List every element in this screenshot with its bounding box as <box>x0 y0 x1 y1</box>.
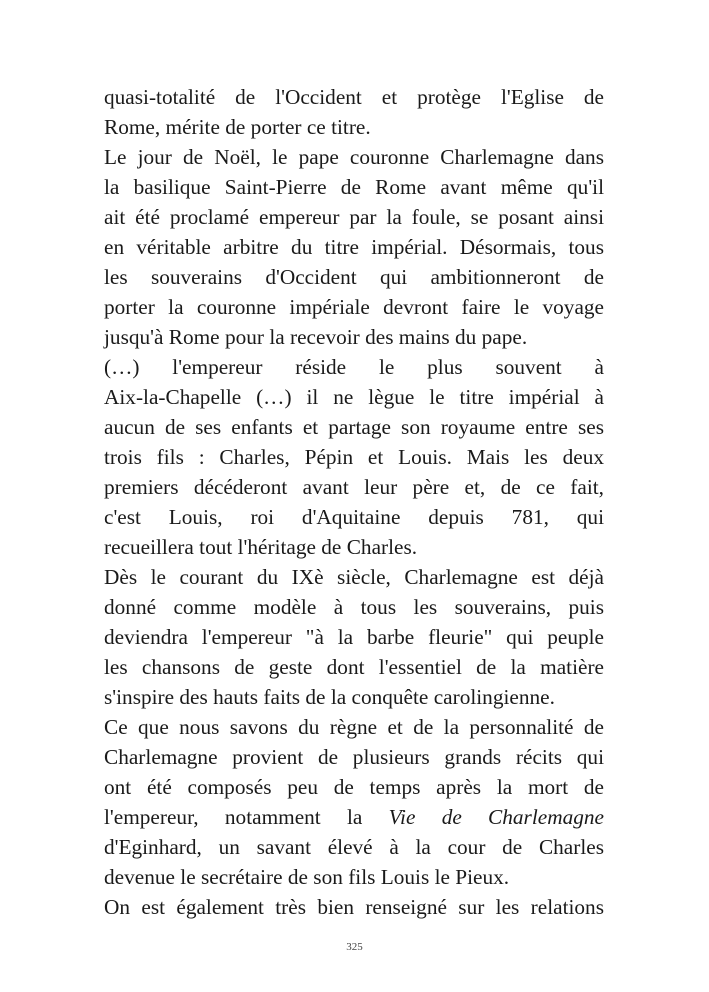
text-line: Ce que nous savons du règne et de la personnalité de <box>104 715 604 739</box>
text-body <box>104 82 604 922</box>
text-line: Rome, mérite de porter ce titre. <box>104 115 371 139</box>
text-line: (…) l'empereur réside le plus souvent à <box>104 355 604 379</box>
text-line: ont été composés peu de temps après la mort de <box>104 775 604 799</box>
text-line: ait été proclamé empereur par la foule, se posant ainsi <box>104 205 604 229</box>
text-line: donné comme modèle à tous les souverains, puis <box>104 595 604 619</box>
text-line: les souverains d'Occident qui ambitionneront de <box>104 265 604 289</box>
text-line: les chansons de geste dont l'essentiel de la matière <box>104 655 604 679</box>
text-line: s'inspire des hauts faits de la conquête carolingienne. <box>104 685 555 709</box>
page-number: 325 <box>346 941 363 953</box>
text-line: en véritable arbitre du titre impérial. Désormais, tous <box>104 235 604 259</box>
text-line: c'est Louis, roi d'Aquitaine depuis 781, qui <box>104 505 604 529</box>
text-line: quasi-totalité de l'Occident et protège l'Eglise de <box>104 85 604 109</box>
text-line: devenue le secrétaire de son fils Louis le Pieux. <box>104 865 510 889</box>
text-line: d'Eginhard, un savant élevé à la cour de Charles <box>104 835 604 859</box>
text-line: porter la couronne impériale devront faire le voyage <box>104 295 604 319</box>
text-line: On est également très bien renseigné sur les relations <box>104 895 604 919</box>
text-line: deviendra l'empereur "à la barbe fleurie" qui peuple <box>104 625 604 649</box>
text-line: trois fils : Charles, Pépin et Louis. Mais les deux <box>104 445 604 469</box>
text-line-with-title <box>104 802 604 832</box>
text-line: premiers décéderont avant leur père et, de ce fait, <box>104 475 604 499</box>
text-line: Aix-la-Chapelle (…) il ne lègue le titre impérial à <box>104 385 604 409</box>
text-line: Le jour de Noël, le pape couronne Charlemagne dans <box>104 145 604 169</box>
text-line: recueillera tout l'héritage de Charles. <box>104 535 418 559</box>
text-line: Charlemagne provient de plusieurs grands récits qui <box>104 745 604 769</box>
book-title: Vie de Charlemagne <box>388 805 604 829</box>
text-line: jusqu'à Rome pour la recevoir des mains du pape. <box>104 325 528 349</box>
text-line-prefix: l'empereur, notamment la <box>104 805 389 829</box>
text-line: la basilique Saint-Pierre de Rome avant même qu'il <box>104 175 604 199</box>
text-line: Dès le courant du IXè siècle, Charlemagne est déjà <box>104 565 604 589</box>
text-line: aucun de ses enfants et partage son royaume entre ses <box>104 415 604 439</box>
